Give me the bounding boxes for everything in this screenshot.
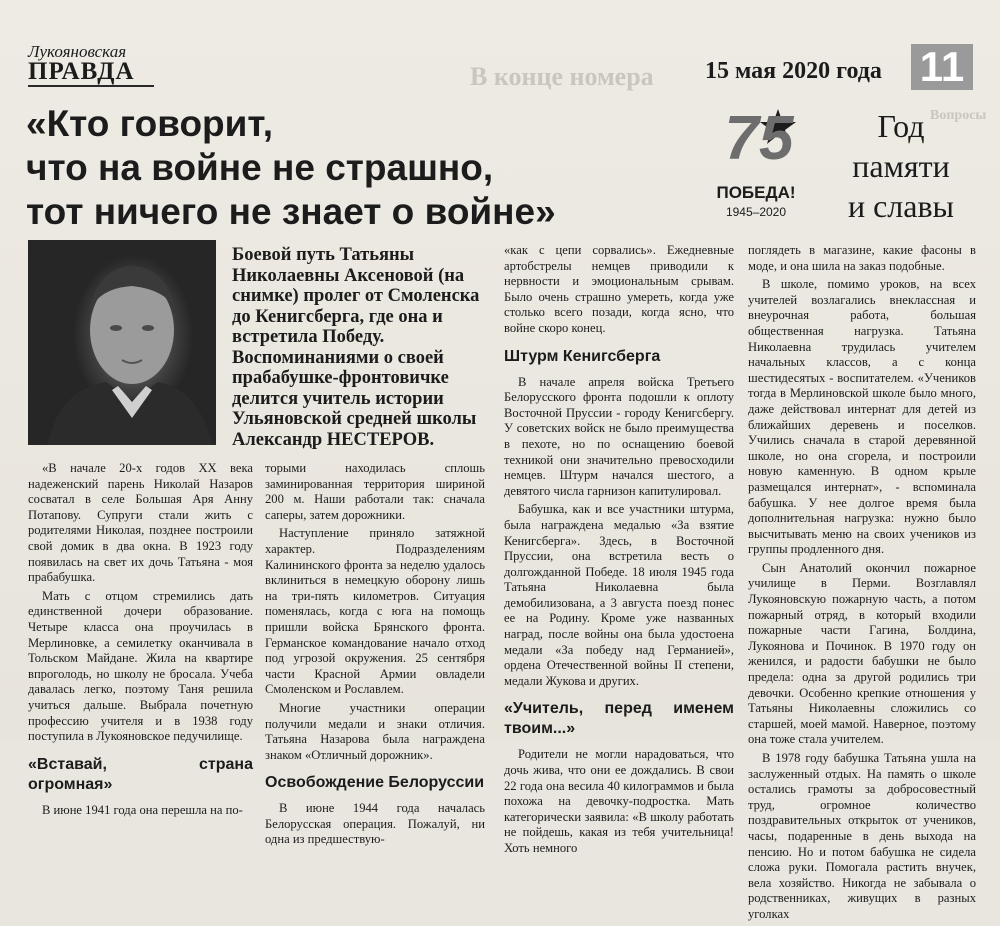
paragraph: В начале апреля войска Третьего Белорусского фронта подошли к оплоту Восточной Пруссии - городу Кенигсбергу. У советских войск не было преимущества в пехоте, но по оснащению боевой техникой они значительно превосходили немцев. Штурм начался шестого, а девятого числа гарнизон капитулировал. (504, 374, 734, 498)
logo-word: ПОБЕДА! (716, 183, 796, 202)
paragraph: Родители не могли нарадоваться, что дочь жива, что они ее дождались. В свои 22 года она весила 40 килограммов и была похожа на девочку-подростка. Мать категорически заявила: «В школу работать не пойдешь, какая из тебя учительница! Хоть немного (504, 747, 734, 855)
lead-paragraph: Боевой путь Татьяны Николаевны Аксеновой (на снимке) пролег от Смоленска до Кенигсберга, где она и встретила Победу. Воспоминаниями о своей прабабушке-фронтовичке делится учитель истории Ульяновской средней школы Александр НЕСТЕРОВ. (232, 245, 480, 450)
section-heading: Освобождение Белоруссии (265, 774, 485, 792)
portrait-photo (28, 240, 216, 445)
paragraph: Мать с отцом стремились дать единственной дочери образование. Четыре класса она проучилась в Мерлиновке, а семилетку оканчивала в Тольском Майдане. Жила на квартире впроголодь, но школу не бросала. Учеба давалась легко, поэтому Таня решила учиться дальше. Выбрала почетную профессию учителя и в 1938 году поступила в Лукояновское педучилище. (28, 588, 253, 744)
issue-date: 15 мая 2020 года (705, 58, 882, 84)
paragraph: Наступление приняло затяжной характер. Подразделениям Калининского фронта за неделю удалось вклиниться в немецкую оборону лишь на три-пять километров. Ситуация поменялась, когда с юга на помощь пришли войска Брянского фронта. Германское командование начало отход под угрозой окружения. 25 сентября части Красной Армии овладели Смоленском и Рославлем. (265, 526, 485, 697)
paragraph: торыми находилась сплошь заминированная территория шириной 200 м. Наши работали так: сначала саперы, затем дорожники. (265, 461, 485, 522)
masthead (28, 44, 154, 87)
article-column-2 (265, 461, 485, 851)
paragraph: В июне 1941 года она перешла на по- (42, 802, 243, 817)
paragraph: В июне 1944 года началась Белорусская операция. Пожалуй, ни одна из предшествую- (265, 801, 485, 847)
paragraph: поглядеть в магазине, какие фасоны в моде, и она шила на заказ подобные. (748, 243, 976, 273)
paragraph: Сын Анатолий окончил пожарное училище в Перми. Возглавлял Лукояновскую пожарную часть, а потом пожарный отряд, в который входили пожарные части Гагина, Болдина, Лукоянова и Починок. В 1970 году он женился, и радости бабушки не было предела: одна за другой родились три девочки. Особенно крепкие отношения у Татьяны Николаевны сложились со старшей, моей мамой. Наверное, поэтому она тоже стала учителем. (748, 560, 976, 747)
rubric-line: памяти (852, 148, 950, 184)
headline (26, 102, 696, 234)
section-heading: «Вставай, страна огромная» (28, 755, 253, 793)
bleed-through-text: В конце номера (470, 62, 654, 91)
headline-line: что на войне не страшно, (26, 147, 494, 188)
paragraph: В 1978 году бабушка Татьяна ушла на заслуженный отдых. На память о школе остались грамоты за добросовестный труд, огромное количество поздравительных открыток от учеников, часы, подаренные в день выхода на пенсию. Но и потом бабушка не сидела сложа руки. Помогала растить внучек, вела хозяйство. Никогда не забывала о родственниках, живущих в разных уголках (748, 751, 976, 921)
section-heading: Штурм Кенигсберга (504, 347, 661, 365)
rubric-line: и славы (847, 188, 955, 224)
article-column-3 (504, 243, 734, 860)
masthead-rule (28, 85, 154, 87)
article-column-4 (748, 243, 976, 926)
rubric (826, 106, 976, 226)
section-heading: «Учитель, перед именем твоим...» (504, 700, 734, 738)
paragraph: В школе, помимо уроков, на всех учителей возлагались внеклассная и внеурочная работа, большая общественная нагрузка. Татьяна Николаевна трудилась учителем начальных классов, а с конца шестидесятых - воспитателем. «Учеников тогда в Мерлиновской школе было много, даже действовал интернат для детей из ближайших деревень и поселков. Учились сначала в старой деревянной школе, но она сгорела, и построили новую каменную. В одном крыле размещался интернат», - вспоминала бабушка. У нее долгое время была дополнительная нагрузка: нужно было высчитывать меню на своих учеников из группы продленного дня. (748, 277, 976, 557)
masthead-title: ПРАВДА (28, 58, 135, 85)
logo-years: 1945–2020 (725, 205, 787, 219)
headline-line: «Кто говорит, (26, 103, 274, 144)
rubric-line: Год (877, 108, 925, 144)
portrait-silhouette (28, 240, 216, 445)
paragraph: Многие участники операции получили медали и знаки отличия. Татьяна Назарова была награждена знаком «Отличный дорожник». (265, 700, 485, 762)
bleed-through-text: Вопросы (930, 108, 987, 123)
victory-75-logo (700, 105, 812, 225)
paragraph: «как с цепи сорвались». Ежедневные артобстрелы немцев приводили к нервности и эмоциональным срывам. Было очень страшно умереть, когда уже столько всего позади, когда ясно, что войне скоро конец. (504, 243, 734, 335)
headline-line: тот ничего не знает о войне» (26, 191, 556, 232)
paragraph: Бабушка, как и все участники штурма, была награждена медалью «За взятие Кенигсберга». Здесь, в Восточной Пруссии, она встретила весть о долгожданной Победе. 18 июля 1945 года Татьяна Николаевна была демобилизована, а 3 августа поезд понес ее на Родину. Кроме уже названных наград, после войны она была удостоена медали «За победу над Германией», ордена Отечественной войны II степени, медали Жукова и других. (504, 502, 734, 688)
paragraph: «В начале 20-х годов XX века надеженский парень Николай Назаров сосватал в селе Большая Аря Анну Потапову. Супруги стали жить с родителями Николая, позднее построили свой домик в два окна. В 1923 году появилась на свет их дочь Татьяна - моя прабабушка. (28, 461, 253, 585)
masthead-subtitle: Лукояновская (28, 42, 127, 61)
logo-number: 75 (724, 104, 794, 173)
page-number: 11 (911, 44, 973, 90)
article-column-1 (28, 461, 253, 821)
